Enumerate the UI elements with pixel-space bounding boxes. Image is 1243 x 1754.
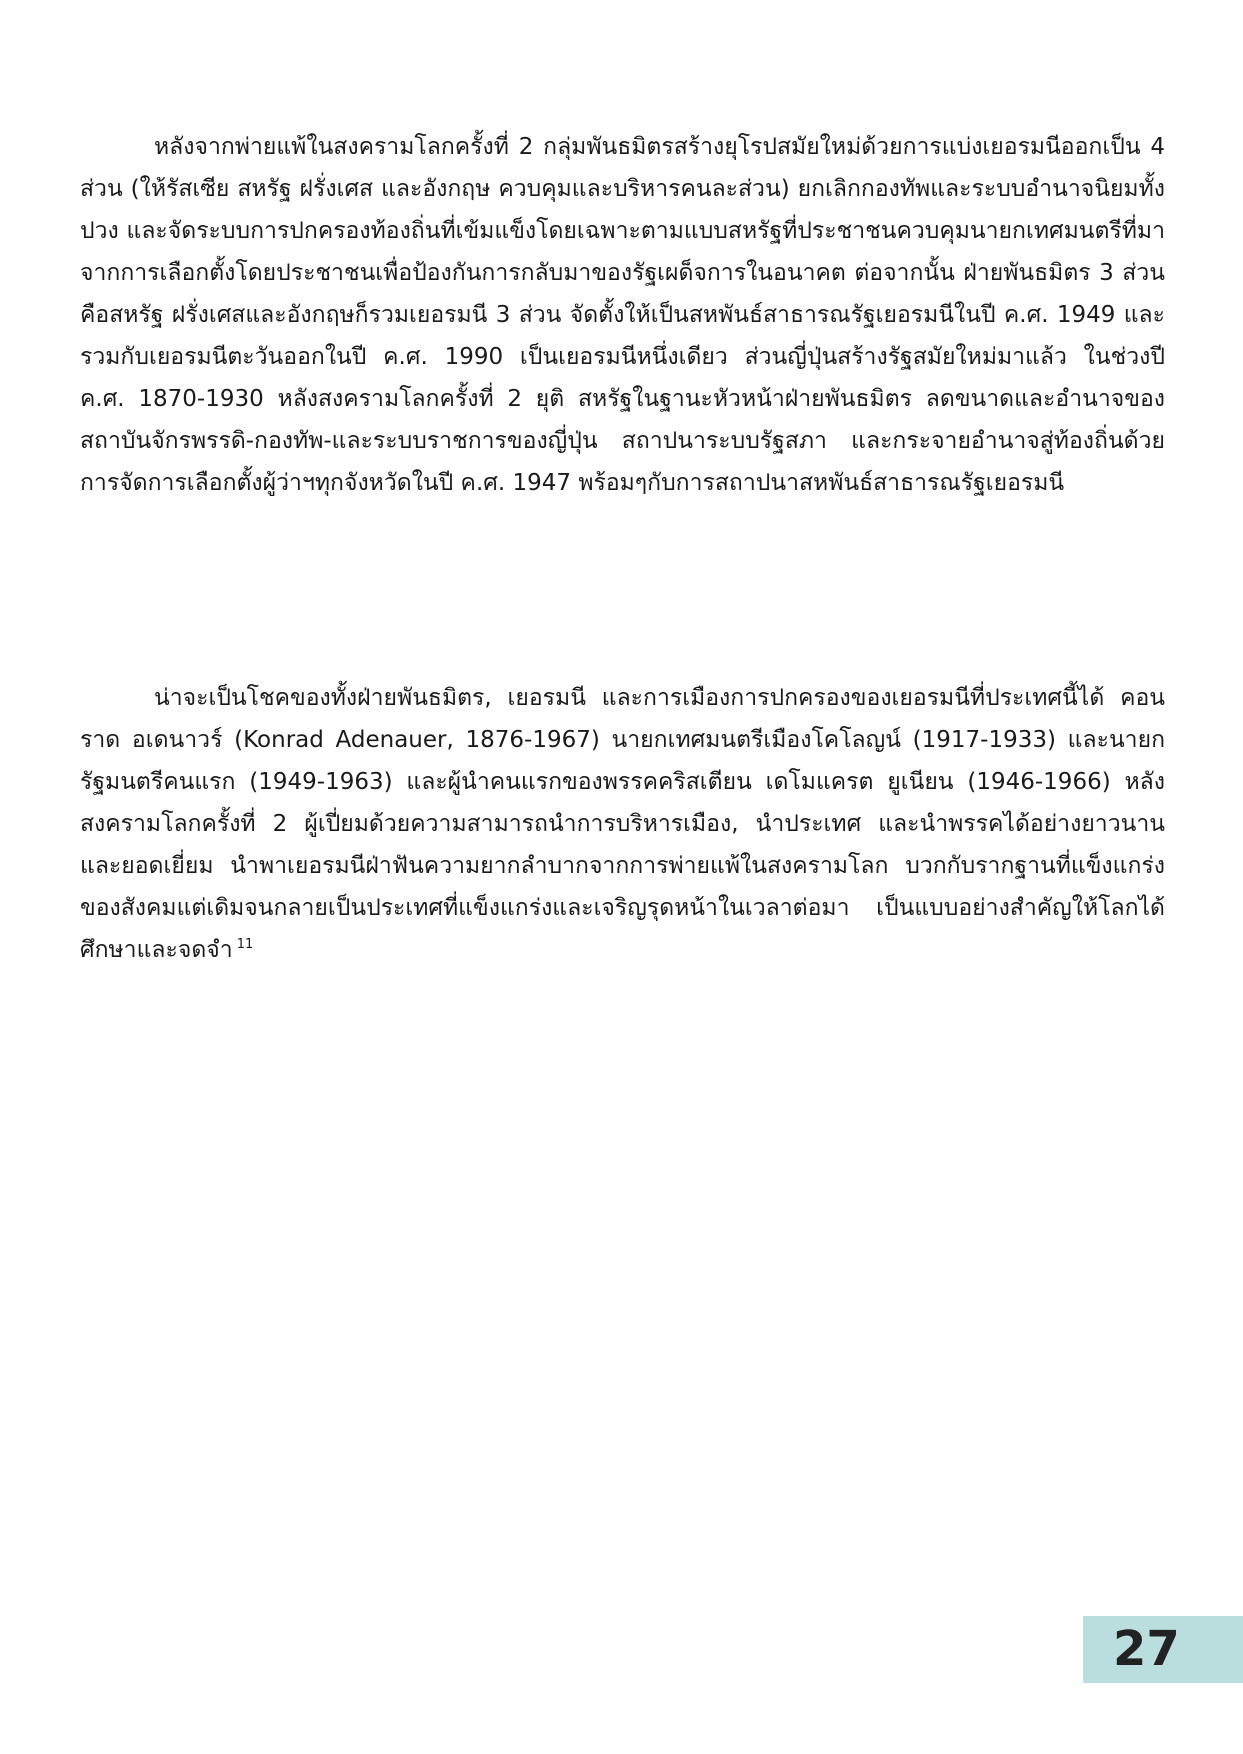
paragraph-1 [80, 126, 1165, 504]
paragraph-1-text: หลังจากพ่ายแพ้ในสงครามโลกครั้งที่ 2 กลุ่มพันธมิตรสร้างยุโรปสมัยใหม่ด้วยการแบ่งเยอรมนีออกเป็น 4 ส่วน (ให้รัสเซีย สหรัฐ ฝรั่งเศส และอังกฤษ ควบคุมและบริหารคนละส่วน) ยกเลิกกองทัพและระบบอำนาจนิยมทั้งปวง และจัดระบบการปกครองท้องถิ่นที่เข้มแข็งโดยเฉพาะตามแบบสหรัฐที่ประชาชนควบคุมนายกเทศมนตรีที่มาจากการเลือกตั้งโดยประชาชนเพื่อป้องกันการกลับมาของรัฐเผด็จการในอนาคต ต่อจากนั้น ฝ่ายพันธมิตร 3 ส่วนคือสหรัฐ ฝรั่งเศสและอังกฤษก็รวมเยอรมนี 3 ส่วน จัดตั้งให้เป็นสหพันธ์สาธารณรัฐเยอรมนีในปี ค.ศ. 1949 และรวมกับเยอรมนีตะวันออกในปี ค.ศ. 1990 เป็นเยอรมนีหนึ่งเดียว ส่วนญี่ปุ่นสร้างรัฐสมัยใหม่มาแล้ว ในช่วงปี ค.ศ. 1870-1930 หลังสงครามโลกครั้งที่ 2 ยุติ สหรัฐในฐานะหัวหน้าฝ่ายพันธมิตร ลดขนาดและอำนาจของสถาบันจักรพรรดิ-กองทัพ-และระบบราชการของญี่ปุ่น สถาปนาระบบรัฐสภา และกระจายอำนาจสู่ท้องถิ่นด้วยการจัดการเลือกตั้งผู้ว่าฯทุกจังหวัดในปี ค.ศ. 1947 พร้อมๆกับการสถาปนาสหพันธ์สาธารณรัฐเยอรมนี [80, 134, 1165, 496]
paragraph-2 [80, 677, 1165, 971]
paragraph-2-text: น่าจะเป็นโชคของทั้งฝ่ายพันธมิตร, เยอรมนี และการเมืองการปกครองของเยอรมนีที่ประเทศนี้ได้ คอนราด อเดนาวร์ (Konrad Adenauer, 1876-1967) นายกเทศมนตรีเมืองโคโลญน์ (1917-1933) และนายกรัฐมนตรีคนแรก (1949-1963) และผู้นำคนแรกของพรรคคริสเตียน เดโมแครต ยูเนียน (1946-1966) หลังสงครามโลกครั้งที่ 2 ผู้เปี่ยมด้วยความสามารถนำการบริหารเมือง, นำประเทศ และนำพรรคได้อย่างยาวนานและยอดเยี่ยม นำพาเยอรมนีฝ่าฟันความยากลำบากจากการพ่ายแพ้ในสงครามโลก บวกกับรากฐานที่แข็งแกร่งของสังคมแต่เดิมจนกลายเป็นประเทศที่แข็งแกร่งและเจริญรุดหน้าในเวลาต่อมา เป็นแบบอย่างสำคัญให้โลกได้ศึกษาและจดจำ [80, 685, 1165, 963]
page-number-tab [1083, 1616, 1243, 1683]
page-number: 27 [1113, 1621, 1180, 1677]
footnote-marker: 11 [236, 937, 254, 953]
